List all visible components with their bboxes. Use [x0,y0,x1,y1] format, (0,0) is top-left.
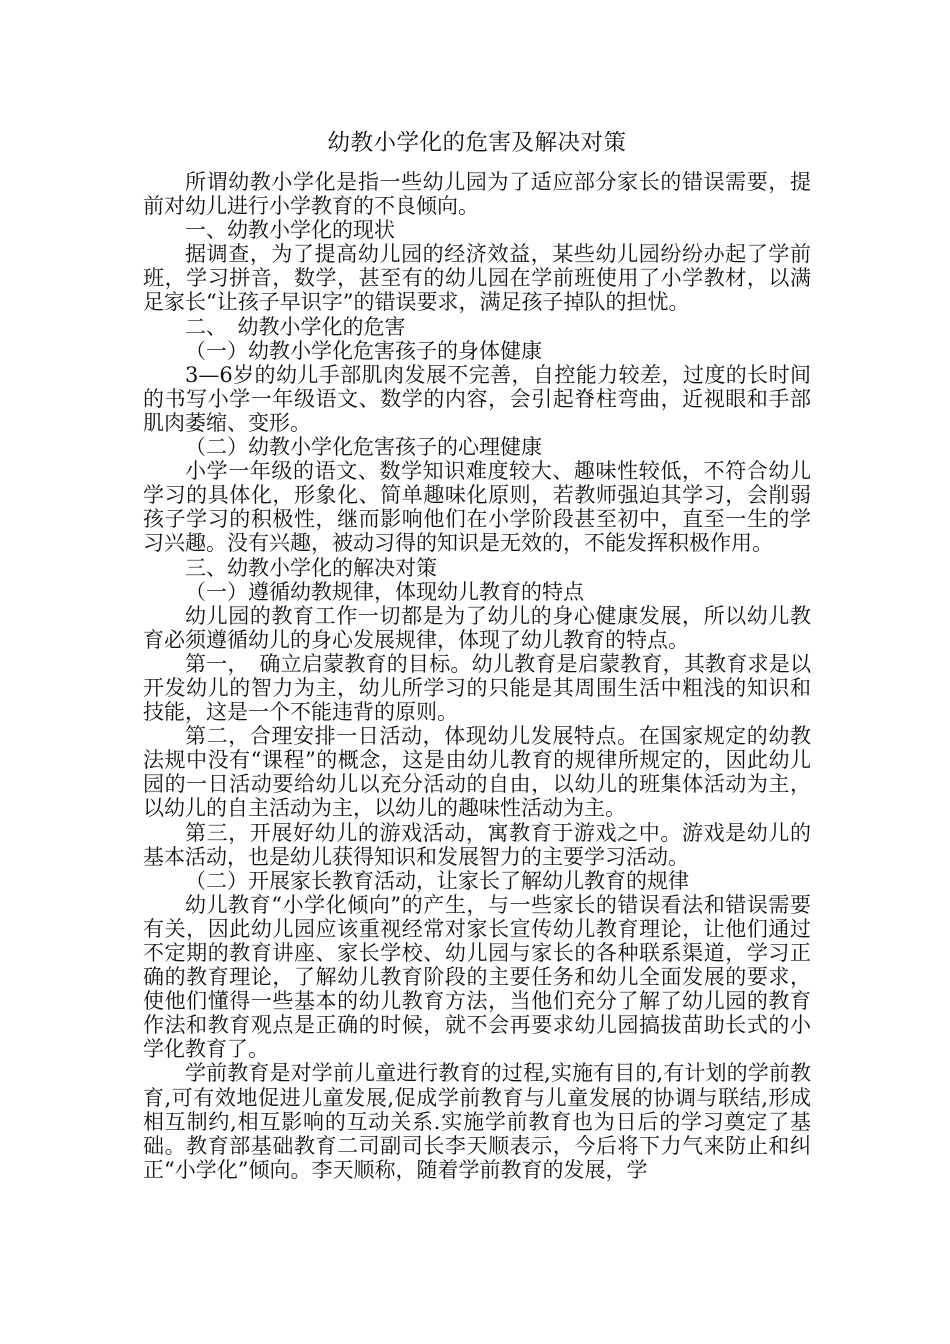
paragraph-preschool-education: 学前教育是对学前儿童进行教育的过程,实施有目的,有计划的学前教育,可有效地促进儿童发展,促成学前教育与儿童发展的协调与联结,形成相互制约,相互影响的互动关系.实施学前教育也为日后的学习奠定了基础。教育部基础教育二司副司长李天顺表示，今后将下力气来防止和纠正“小学化”倾向。李天顺称，随着学前教育的发展，学 [143,1061,811,1182]
document-title: 幼教小学化的危害及解决对策 [327,130,627,156]
paragraph-mental-health: 小学一年级的语文、数学知识难度较大、趣味性较低，不符合幼儿学习的具体化，形象化、简单趣味化原则，若教师强迫其学习，会削弱孩子学习的积极性，继而影响他们在小学阶段甚至初中，直至一生的学习兴趣。没有兴趣，被动习得的知识是无效的，不能发挥积极作用。 [143,459,811,556]
paragraph-status: 据调查，为了提高幼儿园的经济效益，某些幼儿园纷纷办起了学前班，学习拼音，数学，甚至有的幼儿园在学前班使用了小学教材，以满足家长“让孩子早识字”的错误要求，满足孩子掉队的担忧。 [143,242,811,315]
heading-subsection-2-2: （二）幼教小学化危害孩子的心理健康 [185,435,542,460]
heading-subsection-2-1: （一）幼教小学化危害孩子的身体健康 [185,338,542,363]
paragraph-intro: 所谓幼教小学化是指一些幼儿园为了适应部分家长的错误需要，提前对幼儿进行小学教育的不良倾向。 [143,170,811,219]
paragraph-first-point: 第一， 确立启蒙教育的目标。幼儿教育是启蒙教育，其教育求是以开发幼儿的智力为主，幼儿所学习的只能是其周围生活中粗浅的知识和技能，这是一个不能违背的原则。 [143,651,811,725]
heading-subsection-3-1: （一）遵循幼教规律，体现幼儿教育的特点 [185,579,584,604]
heading-section-1: 一、幼教小学化的现状 [185,218,395,243]
heading-section-3: 三、幼教小学化的解决对策 [185,555,437,580]
document-page [143,130,811,1182]
paragraph-parent-education: 幼儿教育“小学化倾向”的产生，与一些家长的错误看法和错误需要有关，因此幼儿园应该重视经常对家长宣传幼儿教育理论，让他们通过不定期的教育讲座、家长学校、幼儿园与家长的各种联系渠道，学习正确的教育理论，了解幼儿教育阶段的主要任务和幼儿全面发展的要求，使他们懂得一些基本的幼儿教育方法，当他们充分了解了幼儿园的教育作法和教育观点是正确的时候，就不会再要求幼儿园搞拔苗助长式的小学化教育了。 [143,892,811,1062]
paragraph-second-point: 第二，合理安排一日活动，体现幼儿发展特点。在国家规定的幼教法规中没有“课程”的概念，这是由幼儿教育的规律所规定的，因此幼儿园的一日活动要给幼儿以充分活动的自由，以幼儿的班集体活动为主，以幼儿的自主活动为主，以幼儿的趣味性活动为主。 [143,724,811,821]
paragraph-follow-rules: 幼儿园的教育工作一切都是为了幼儿的身心健康发展，所以幼儿教育必须遵循幼儿的身心发展规律，体现了幼儿教育的特点。 [143,603,811,652]
heading-subsection-3-2: （二）开展家长教育活动，让家长了解幼儿教育的规律 [185,868,689,893]
heading-section-2: 二、 幼教小学化的危害 [185,314,406,339]
paragraph-physical-health: 3—6岁的幼儿手部肌肉发展不完善，自控能力较差，过度的长时间的书写小学一年级语文、数学的内容，会引起脊柱弯曲，近视眼和手部肌肉萎缩、变形。 [143,362,811,435]
paragraph-third-point: 第三，开展好幼儿的游戏活动，寓教育于游戏之中。游戏是幼儿的基本活动，也是幼儿获得知识和发展智力的主要学习活动。 [143,820,811,869]
